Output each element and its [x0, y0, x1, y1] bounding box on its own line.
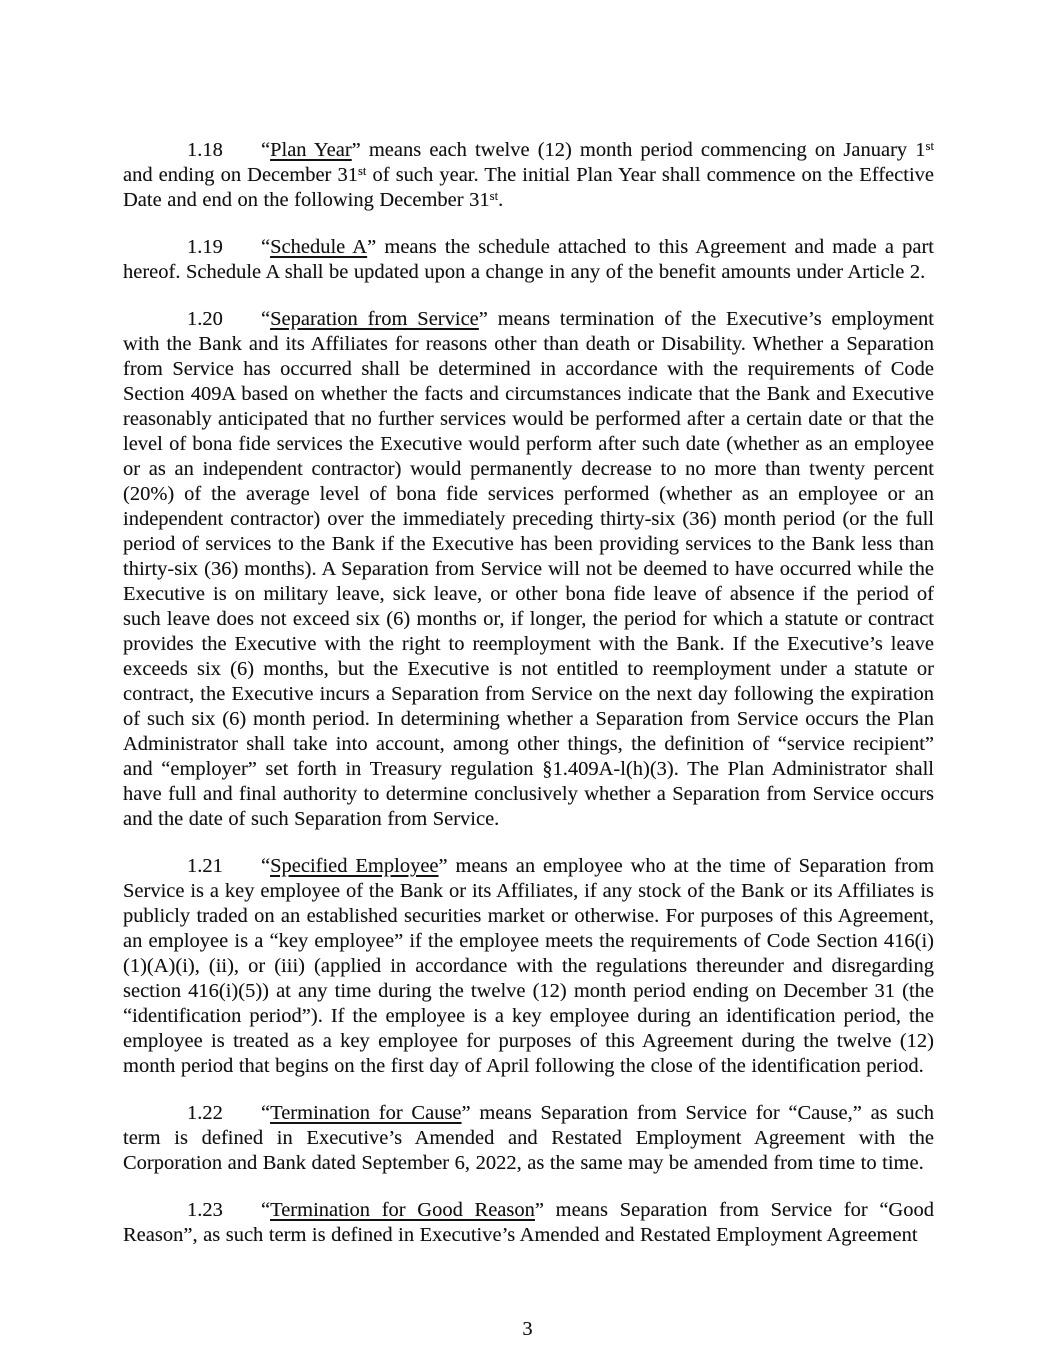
section-number: 1.20 [187, 308, 223, 330]
text-run: “ [261, 139, 271, 161]
paragraph-1.20 [123, 307, 934, 832]
defined-term: Schedule A [270, 236, 368, 258]
text-run: ” means Separation from Service for “Good Reason”, as such term is defined in Executive’s Amended and Restated Employment Agreement [123, 1199, 934, 1246]
superscript: st [489, 189, 499, 204]
paragraph-1.19 [123, 235, 934, 285]
text-run: ” means termination of the Executive’s employment with the Bank and its Affiliates for reasons other than death or Disability. Whether a Separation from Service has occurred shall be determined in accordance with the requirements of Code Section 409A based on whether the facts and circumstances indicate that the Bank and Executive reasonably anticipated that no further services would be performed after a certain date or that the level of bona fide services the Executive would perform after such date (whether as an employee or as an independent contractor) would permanently decrease to no more than twenty percent (20%) of the average level of bona fide services performed (whether as an employee or an independent contractor) over the immediately preceding thirty-six (36) month period (or the full period of services to the Bank if the Executive has been providing services to the Bank less than thirty-six (36) months). A Separation from Service will not be deemed to have occurred while the Executive is on military leave, sick leave, or other bona fide leave of absence if the period of such leave does not exceed six (6) months or, if longer, the period for which a statute or contract provides the Executive with the right to reemployment with the Bank. If the Executive’s leave exceeds six (6) months, but the Executive is not entitled to reemployment under a statute or contract, the Executive incurs a Separation from Service on the next day following the expiration of such six (6) month period. In determining whether a Separation from Service occurs the Plan Administrator shall take into account, among other things, the definition of “service recipient” and “employer” set forth in Treasury regulation §1.409A-l(h)(3). The Plan Administrator shall have full and final authority to determine conclusively whether a Separation from Service occurs and the date of such Separation from Service. [123, 308, 934, 830]
section-number: 1.23 [187, 1199, 223, 1221]
defined-term: Specified Employee [270, 855, 439, 877]
defined-term: Plan Year [270, 139, 352, 161]
paragraph-1.22 [123, 1101, 934, 1176]
defined-term: Termination for Cause [270, 1102, 462, 1124]
section-number: 1.19 [187, 236, 223, 258]
paragraph-1.23 [123, 1198, 934, 1248]
text-run: and ending on December 31 [123, 164, 358, 186]
document-body [123, 138, 934, 1270]
paragraph-1.18 [123, 138, 934, 213]
section-number: 1.22 [187, 1102, 223, 1124]
section-number: 1.18 [187, 139, 223, 161]
text-run: “ [261, 308, 271, 330]
defined-term: Separation from Service [270, 308, 479, 330]
text-run: “ [261, 855, 271, 877]
text-run: ” means each twelve (12) month period commencing on January 1 [351, 139, 926, 161]
text-run: “ [261, 1199, 271, 1221]
text-run: ” means Separation from Service for “Cause,” as such term is defined in Executive’s Amended and Restated Employment Agreement with the Corporation and Bank dated September 6, 2022, as the same may be amended from time to time. [123, 1102, 934, 1174]
section-number: 1.21 [187, 855, 223, 877]
text-run: ” means the schedule attached to this Agreement and made a part hereof. Schedule A shall be updated upon a change in any of the benefit amounts under Article 2. [123, 236, 934, 283]
superscript: st [925, 139, 935, 154]
text-run: of such year. The initial Plan Year shall commence on the Effective Date and end on the following December 31 [123, 164, 934, 211]
text-run: “ [261, 1102, 271, 1124]
paragraph-1.21 [123, 854, 934, 1079]
superscript: st [357, 164, 367, 179]
defined-term: Termination for Good Reason [270, 1199, 535, 1221]
text-run: ” means an employee who at the time of Separation from Service is a key employee of the Bank or its Affiliates, if any stock of the Bank or its Affiliates is publicly traded on an established securities market or otherwise. For purposes of this Agreement, an employee is a “key employee” if the employee meets the requirements of Code Section 416(i)(1)(A)(i), (ii), or (iii) (applied in accordance with the regulations thereunder and disregarding section 416(i)(5)) at any time during the twelve (12) month period ending on December 31 (the “identification period”). If the employee is a key employee during an identification period, the employee is treated as a key employee for purposes of this Agreement during the twelve (12) month period that begins on the first day of April following the close of the identification period. [123, 855, 935, 1077]
text-run: . [498, 189, 504, 211]
page-number: 3 [522, 1318, 533, 1340]
text-run: “ [261, 236, 271, 258]
